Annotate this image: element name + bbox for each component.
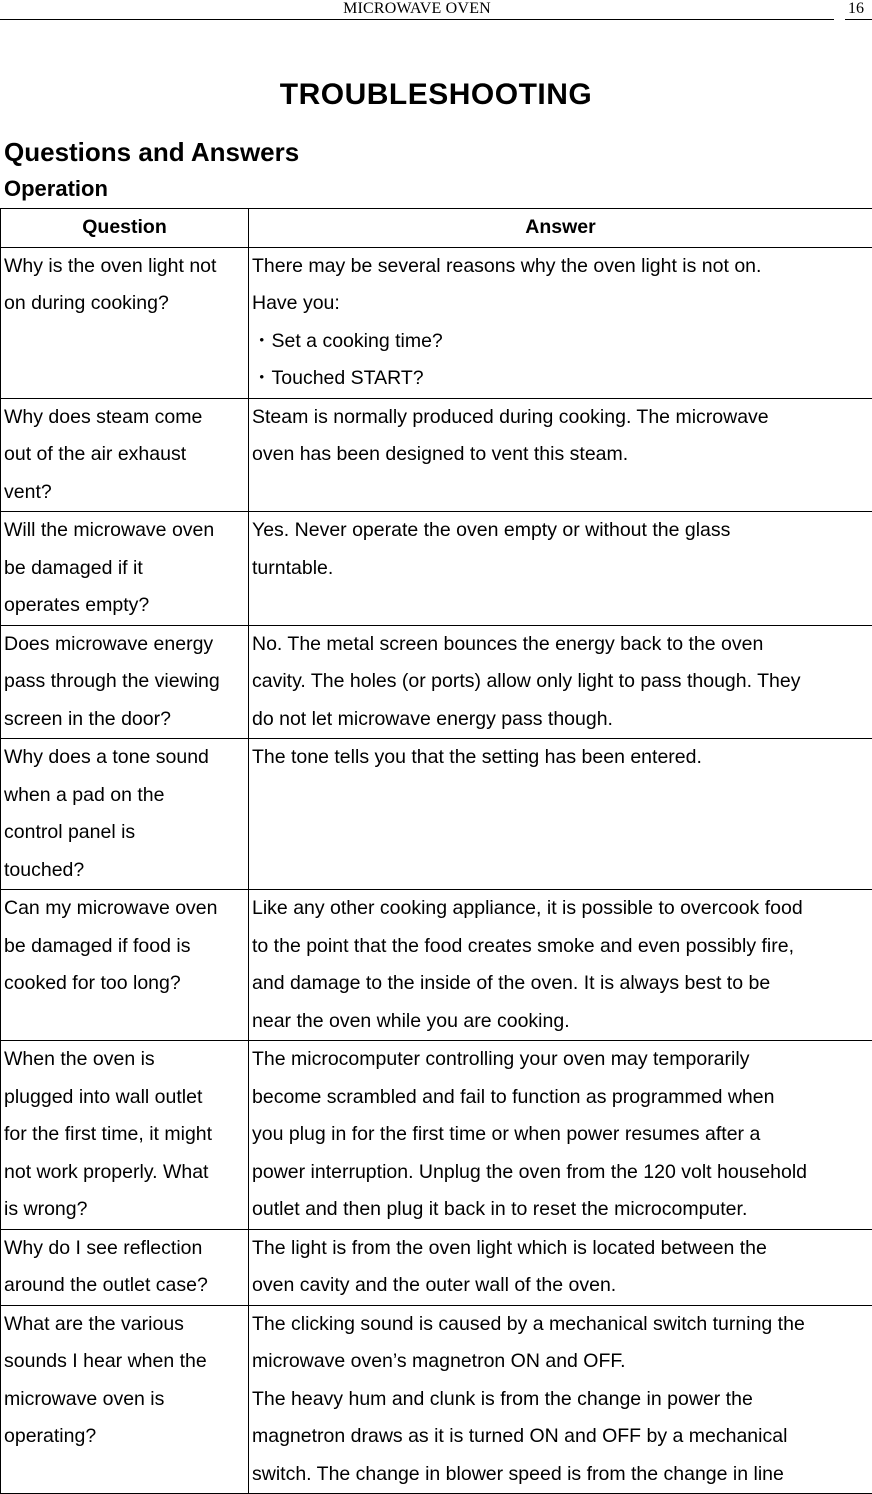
question-line: operating? bbox=[4, 1425, 97, 1447]
question-line: not work properly. What bbox=[4, 1160, 209, 1183]
answer-cell bbox=[249, 1229, 872, 1305]
question-line: touched? bbox=[4, 858, 85, 881]
question-line: when a pad on the bbox=[4, 783, 165, 806]
subsection-title: Operation bbox=[4, 176, 108, 201]
answer-line: Like any other cooking appliance, it is possible to overcook food bbox=[252, 897, 803, 919]
answer-line: oven has been designed to vent this steam. bbox=[252, 443, 629, 465]
answer-line: Steam is normally produced during cooking. The microwave bbox=[252, 405, 769, 428]
question-line: Why does a tone sound bbox=[4, 746, 209, 768]
page-number: 16 bbox=[848, 0, 864, 17]
table-header-row bbox=[1, 209, 872, 248]
answer-line: switch. The change in blower speed is from the change in line bbox=[252, 1462, 784, 1485]
question-line: plugged into wall outlet bbox=[4, 1085, 203, 1108]
table-row bbox=[1, 1229, 872, 1305]
answer-cell bbox=[249, 625, 872, 739]
header-rule bbox=[0, 19, 834, 20]
question-line: Will the microwave oven bbox=[4, 519, 215, 541]
question-cell bbox=[1, 1305, 249, 1494]
answer-cell bbox=[249, 890, 872, 1041]
answer-line: The microcomputer controlling your oven may temporarily bbox=[252, 1048, 750, 1070]
answer-line: ・Touched START? bbox=[252, 367, 424, 389]
table-row bbox=[1, 890, 872, 1041]
answer-line: There may be several reasons why the oven light is not on. bbox=[252, 254, 762, 277]
question-line: Why is the oven light not bbox=[4, 254, 217, 277]
answer-line: cavity. The holes (or ports) allow only light to pass though. They bbox=[252, 670, 801, 692]
question-line: What are the various bbox=[4, 1312, 184, 1335]
question-cell bbox=[1, 890, 249, 1041]
answer-line: power interruption. Unplug the oven from the 120 volt household bbox=[252, 1160, 808, 1183]
answer-cell bbox=[249, 1305, 872, 1494]
answer-line: No. The metal screen bounces the energy back to the oven bbox=[252, 632, 764, 655]
answer-cell bbox=[249, 512, 872, 626]
question-line: Does microwave energy bbox=[4, 632, 214, 655]
table-row bbox=[1, 398, 872, 512]
table-row bbox=[1, 739, 872, 890]
answer-cell bbox=[249, 247, 872, 398]
header-title: MICROWAVE OVEN bbox=[343, 0, 491, 17]
question-line: Why does steam come bbox=[4, 405, 203, 428]
answer-cell bbox=[249, 1041, 872, 1230]
question-line: screen in the door? bbox=[4, 707, 171, 730]
answer-line: magnetron draws as it is turned ON and OFF by a mechanical bbox=[252, 1425, 788, 1447]
answer-line: The clicking sound is caused by a mechanical switch turning the bbox=[252, 1312, 805, 1335]
question-line: out of the air exhaust bbox=[4, 443, 187, 465]
question-cell bbox=[1, 1041, 249, 1230]
question-line: vent? bbox=[4, 480, 52, 503]
question-line: operates empty? bbox=[4, 594, 150, 616]
column-header-question: Question bbox=[1, 209, 249, 248]
answer-line: do not let microwave energy pass though. bbox=[252, 707, 613, 730]
section-title: Questions and Answers bbox=[4, 137, 300, 167]
answer-line: turntable. bbox=[252, 556, 334, 579]
question-line: cooked for too long? bbox=[4, 972, 181, 994]
answer-line: to the point that the food creates smoke and even possibly fire, bbox=[252, 934, 794, 957]
answer-line: microwave oven’s magnetron ON and OFF. bbox=[252, 1350, 626, 1372]
page-header bbox=[0, 0, 872, 24]
question-line: pass through the viewing bbox=[4, 670, 220, 692]
table-row bbox=[1, 625, 872, 739]
answer-line: outlet and then plug it back in to reset the microcomputer. bbox=[252, 1198, 748, 1220]
column-header-answer: Answer bbox=[249, 209, 872, 248]
page-number-rule bbox=[845, 19, 872, 20]
question-line: Why do I see reflection bbox=[4, 1236, 203, 1259]
question-cell bbox=[1, 625, 249, 739]
answer-line: become scrambled and fail to function as programmed when bbox=[252, 1085, 775, 1108]
answer-line: you plug in for the first time or when power resumes after a bbox=[252, 1123, 761, 1145]
answer-line: The light is from the oven light which is located between the bbox=[252, 1236, 767, 1259]
question-line: be damaged if it bbox=[4, 556, 143, 579]
page-title: TROUBLESHOOTING bbox=[279, 78, 593, 111]
question-line: is wrong? bbox=[4, 1198, 88, 1220]
question-line: for the first time, it might bbox=[4, 1123, 213, 1145]
qa-table bbox=[0, 208, 872, 1494]
qa-table-body bbox=[1, 247, 872, 1494]
table-row bbox=[1, 247, 872, 398]
question-line: microwave oven is bbox=[4, 1387, 165, 1410]
answer-line: oven cavity and the outer wall of the oven. bbox=[252, 1274, 617, 1296]
question-line: control panel is bbox=[4, 821, 136, 843]
question-line: on during cooking? bbox=[4, 292, 169, 314]
answer-line: Have you: bbox=[252, 292, 340, 314]
answer-line: The tone tells you that the setting has been entered. bbox=[252, 746, 702, 768]
answer-line: ・Set a cooking time? bbox=[252, 329, 443, 352]
answer-line: The heavy hum and clunk is from the change in power the bbox=[252, 1387, 753, 1410]
question-cell bbox=[1, 1229, 249, 1305]
answer-cell bbox=[249, 739, 872, 890]
answer-line: near the oven while you are cooking. bbox=[252, 1009, 570, 1032]
table-row bbox=[1, 1305, 872, 1494]
question-line: around the outlet case? bbox=[4, 1274, 208, 1296]
question-line: sounds I hear when the bbox=[4, 1350, 207, 1372]
question-cell bbox=[1, 739, 249, 890]
question-line: be damaged if food is bbox=[4, 934, 191, 957]
question-cell bbox=[1, 398, 249, 512]
question-cell bbox=[1, 512, 249, 626]
table-row bbox=[1, 1041, 872, 1230]
answer-line: Yes. Never operate the oven empty or without the glass bbox=[252, 519, 731, 541]
table-row bbox=[1, 512, 872, 626]
answer-cell bbox=[249, 398, 872, 512]
question-cell bbox=[1, 247, 249, 398]
question-line: When the oven is bbox=[4, 1048, 155, 1070]
question-line: Can my microwave oven bbox=[4, 897, 218, 919]
answer-line: and damage to the inside of the oven. It is always best to be bbox=[252, 972, 771, 994]
